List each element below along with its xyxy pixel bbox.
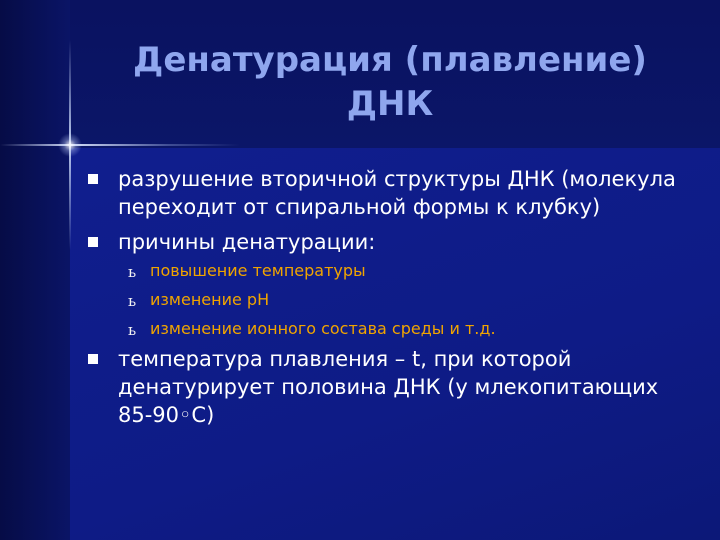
sparkle-star-icon <box>58 133 82 157</box>
sub-bullet-mark-icon: ь <box>128 263 137 281</box>
sparkle-horizontal-line <box>0 144 240 146</box>
sub-bullet-mark-icon: ь <box>128 321 137 339</box>
sub-bullet-text-1: повышение температуры <box>150 261 366 280</box>
sub-bullet-mark-icon: ь <box>128 292 137 310</box>
bullet-text-3: температура плавления – t, при которой денатурирует половина ДНК (у млекопитающих 85-90◦С) <box>118 347 659 427</box>
left-band <box>0 0 70 540</box>
bullet-text-2: причины денатурации: <box>118 230 376 254</box>
sub-bullet-text-2: изменение рН <box>150 290 270 309</box>
sub-bullet-text-3: изменение ионного состава среды и т.д. <box>150 319 496 338</box>
square-bullet-icon <box>88 174 98 184</box>
square-bullet-icon <box>88 354 98 364</box>
square-bullet-icon <box>88 237 98 247</box>
bullet-text-1: разрушение вторичной структуры ДНК (молекула переходит от спиральной формы к клубку) <box>118 167 676 219</box>
slide-title: Денатурация (плавление) ДНК <box>133 40 647 124</box>
